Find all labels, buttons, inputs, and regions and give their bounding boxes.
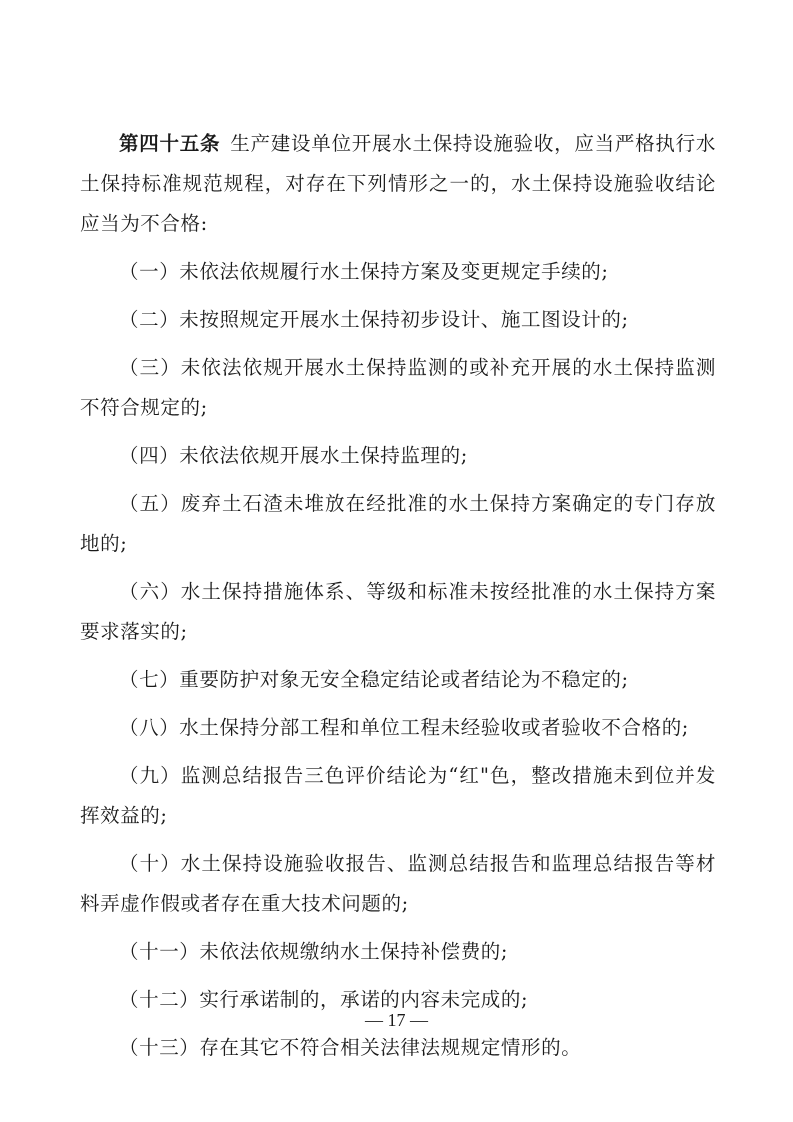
page-number: — 17 —: [365, 1010, 428, 1030]
list-item: （一）未依法依规履行水土保持方案及变更规定手续的;: [119, 260, 609, 283]
list-item: （四）未依法依规开展水土保持监理的;: [119, 444, 468, 467]
list-item: （二）未按照规定开展水土保持初步设计、施工图设计的;: [119, 308, 629, 331]
list-item: （五）废弃土石渣未堆放在经批准的水土保持方案确定的专门存放地的;: [80, 492, 716, 555]
list-item: （十三）存在其它不符合相关法律法规规定情形的。: [119, 1036, 582, 1059]
article-number: 第四十五条: [119, 132, 221, 155]
list-item: （三）未依法依规开展水土保持监测的或补充开展的水土保持监测不符合规定的;: [80, 356, 716, 419]
list-item: （七）重要防护对象无安全稳定结论或者结论为不稳定的;: [119, 668, 629, 691]
list-item: （十）水土保持设施验收报告、监测总结报告和监理总结报告等材料弄虚作假或者存在重大技术问题的;: [80, 852, 716, 915]
document-body: [80, 124, 716, 1076]
list-item: （九）监测总结报告三色评价结论为“红"色，整改措施未到位并发挥效益的;: [80, 764, 716, 827]
list-item: （十一）未依法依规缴纳水土保持补偿费的;: [119, 940, 509, 963]
article-intro: 生产建设单位开展水土保持设施验收，应当严格执行水土保持标准规范规程，对存在下列情形之一的，水土保持设施验收结论应当为不合格:: [80, 132, 716, 235]
list-item: （六）水土保持措施体系、等级和标准未按经批准的水土保持方案要求落实的;: [80, 580, 716, 643]
list-item: （十二）实行承诺制的，承诺的内容未完成的;: [119, 988, 529, 1011]
list-item: （八）水土保持分部工程和单位工程未经验收或者验收不合格的;: [119, 716, 689, 739]
article-paragraph: [80, 124, 716, 244]
